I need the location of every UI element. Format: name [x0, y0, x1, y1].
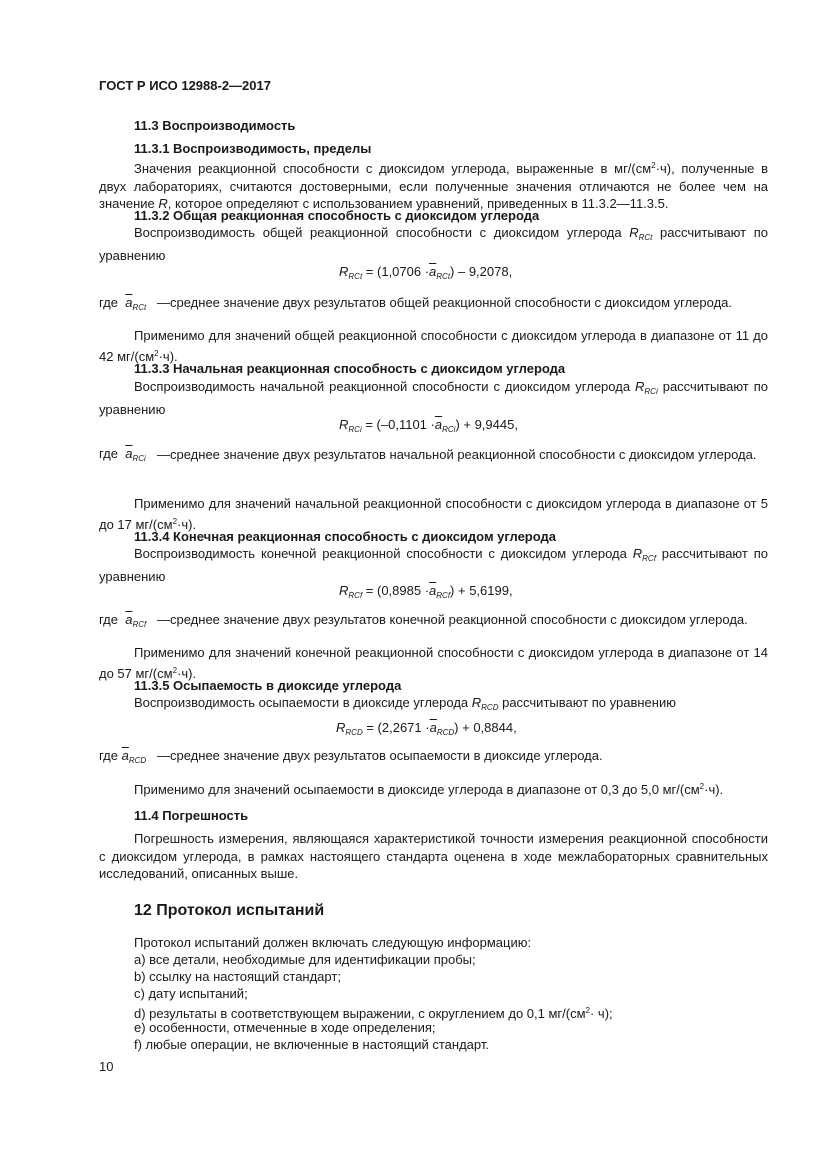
section-12-title: 12 Протокол испытаний	[134, 902, 325, 919]
section-11-3-4-apply: Применимо для значений конечной реакционной способности с диоксидом углерода в диапазоне от 14 до 57 $мг/(см^2\cdot ч)$.	[99, 645, 768, 681]
section-12-intro: Протокол испытаний должен включать следующую информацию:	[134, 935, 532, 950]
section-11-3-4-title: 11.3.4 Конечная реакционная способность с диоксидом углерода	[134, 529, 556, 544]
equation-rcf: $R_{RCf} = (0,8985 \cdot\overline{a}_{RCf}) + 5,6199$,	[339, 583, 513, 600]
section-11-3-5-intro: Воспроизводимость осыпаемости в диоксиде углерода $R_{RCD}$ рассчитывают по уравнению	[134, 695, 676, 712]
section-11-3-2-title: 11.3.2 Общая реакционная способность с диоксидом углерода	[134, 208, 540, 223]
page-number: 10	[99, 1059, 114, 1074]
section-11-3-5-apply: Применимо для значений осыпаемости в диоксиде углерода в диапазоне от 0,3 до 5,0 $мг/(см^2\cdot ч)$.	[134, 782, 724, 797]
section-11-3-3-title: 11.3.3 Начальная реакционная способность с диоксидом углерода	[134, 361, 566, 376]
equation-rci: $R_{RCi} = (-0,1101 \cdot\overline{a}_{RCi}) + 9,9445$,	[339, 417, 518, 434]
section-11-3-1-title: 11.3.1 Воспроизводимость, пределы	[134, 141, 372, 156]
section-11-3-4-intro: Воспроизводимость конечной реакционной способности с диоксидом углерода $R_{RCf}$ рассчитывают по уравнению	[99, 546, 768, 584]
equation-rcd: $R_{RCD} = (2,2671 \cdot\overline{a}_{RCD}) + 0,8844$,	[336, 720, 517, 737]
section-11-4-title: 11.4 Погрешность	[134, 808, 249, 823]
section-11-3-5-title: 11.3.5 Осыпаемость в диоксиде углерода	[134, 678, 402, 693]
section-11-3-2-intro: Воспроизводимость общей реакционной способности с диоксидом углерода $R_{RCt}$ рассчитывают по уравнению	[99, 225, 768, 263]
section-11-3-3-apply: Применимо для значений начальной реакционной способности с диоксидом углерода в диапазоне от 5 до 17 $мг/(см^2\cdot ч)$.	[99, 496, 768, 532]
where-rcf-text: —среднее значение двух результатов конечной реакционной способности с диоксидом углерода.	[157, 612, 748, 627]
list-item: e) особенности, отмеченные в ходе определения;	[134, 1020, 436, 1035]
section-11-3-2-apply: Применимо для значений общей реакционной способности с диоксидом углерода в диапазоне от 11 до 42 $мг/(см^2\cdot ч)$.	[99, 328, 768, 364]
section-11-3-title: 11.3 Воспроизводимость	[134, 118, 296, 133]
equation-rct: $R_{RCt} = (1,0706 \cdot\overline{a}_{RCt}) - 9,2078$,	[339, 264, 513, 281]
where-rci: где $\overline{a}_{RCi}$	[99, 446, 146, 463]
list-item: a) все детали, необходимые для идентификации пробы;	[134, 952, 476, 967]
list-item: b) ссылку на настоящий стандарт;	[134, 969, 341, 984]
section-11-3-3-intro: Воспроизводимость начальной реакционной способности с диоксидом углерода $R_{RCi}$ рассчитывают по уравнению	[99, 379, 768, 417]
list-item: f) любые операции, не включенные в настоящий стандарт.	[134, 1037, 489, 1052]
where-rcf: где $\overline{a}_{RCf}$	[99, 612, 147, 629]
list-item: c) дату испытаний;	[134, 986, 248, 1001]
document-header: ГОСТ Р ИСО 12988-2—2017	[99, 78, 271, 93]
where-rci-text: —среднее значение двух результатов начальной реакционной способности с диоксидом углерода.	[157, 447, 757, 462]
section-11-4-text: Погрешность измерения, являющаяся характеристикой точности измерения реакционной способности с диоксидом углерода, в рамках настоящего стандарта оценена в ходе межлабораторных сравнительных исследований, описанных выше.	[99, 831, 768, 881]
where-rct-text: —среднее значение двух результатов общей реакционной способности с диоксидом углерода.	[157, 295, 733, 310]
where-rct: где $\overline{a}_{RCt}$	[99, 295, 147, 312]
where-rcd: где $\overline{a}_{RCD}$	[99, 748, 147, 765]
where-rcd-text: —среднее значение двух результатов осыпаемости в диоксиде углерода.	[157, 748, 603, 763]
section-11-3-1-paragraph: Значения реакционной способности с диоксидом углерода, выраженные в $мг/(см^2\cdot ч)$, полученные в двух лабораториях, считаются достоверными, если полученные значения отличаются не более чем на значение R, которое определяют с использованием уравнений, приведенных в 11.3.2—11.3.5.	[99, 161, 768, 211]
list-item-d: d) результаты в соответствующем выражении, с округлением до 0,1 $мг/(см^2\cdot ч)$;	[134, 1006, 613, 1021]
